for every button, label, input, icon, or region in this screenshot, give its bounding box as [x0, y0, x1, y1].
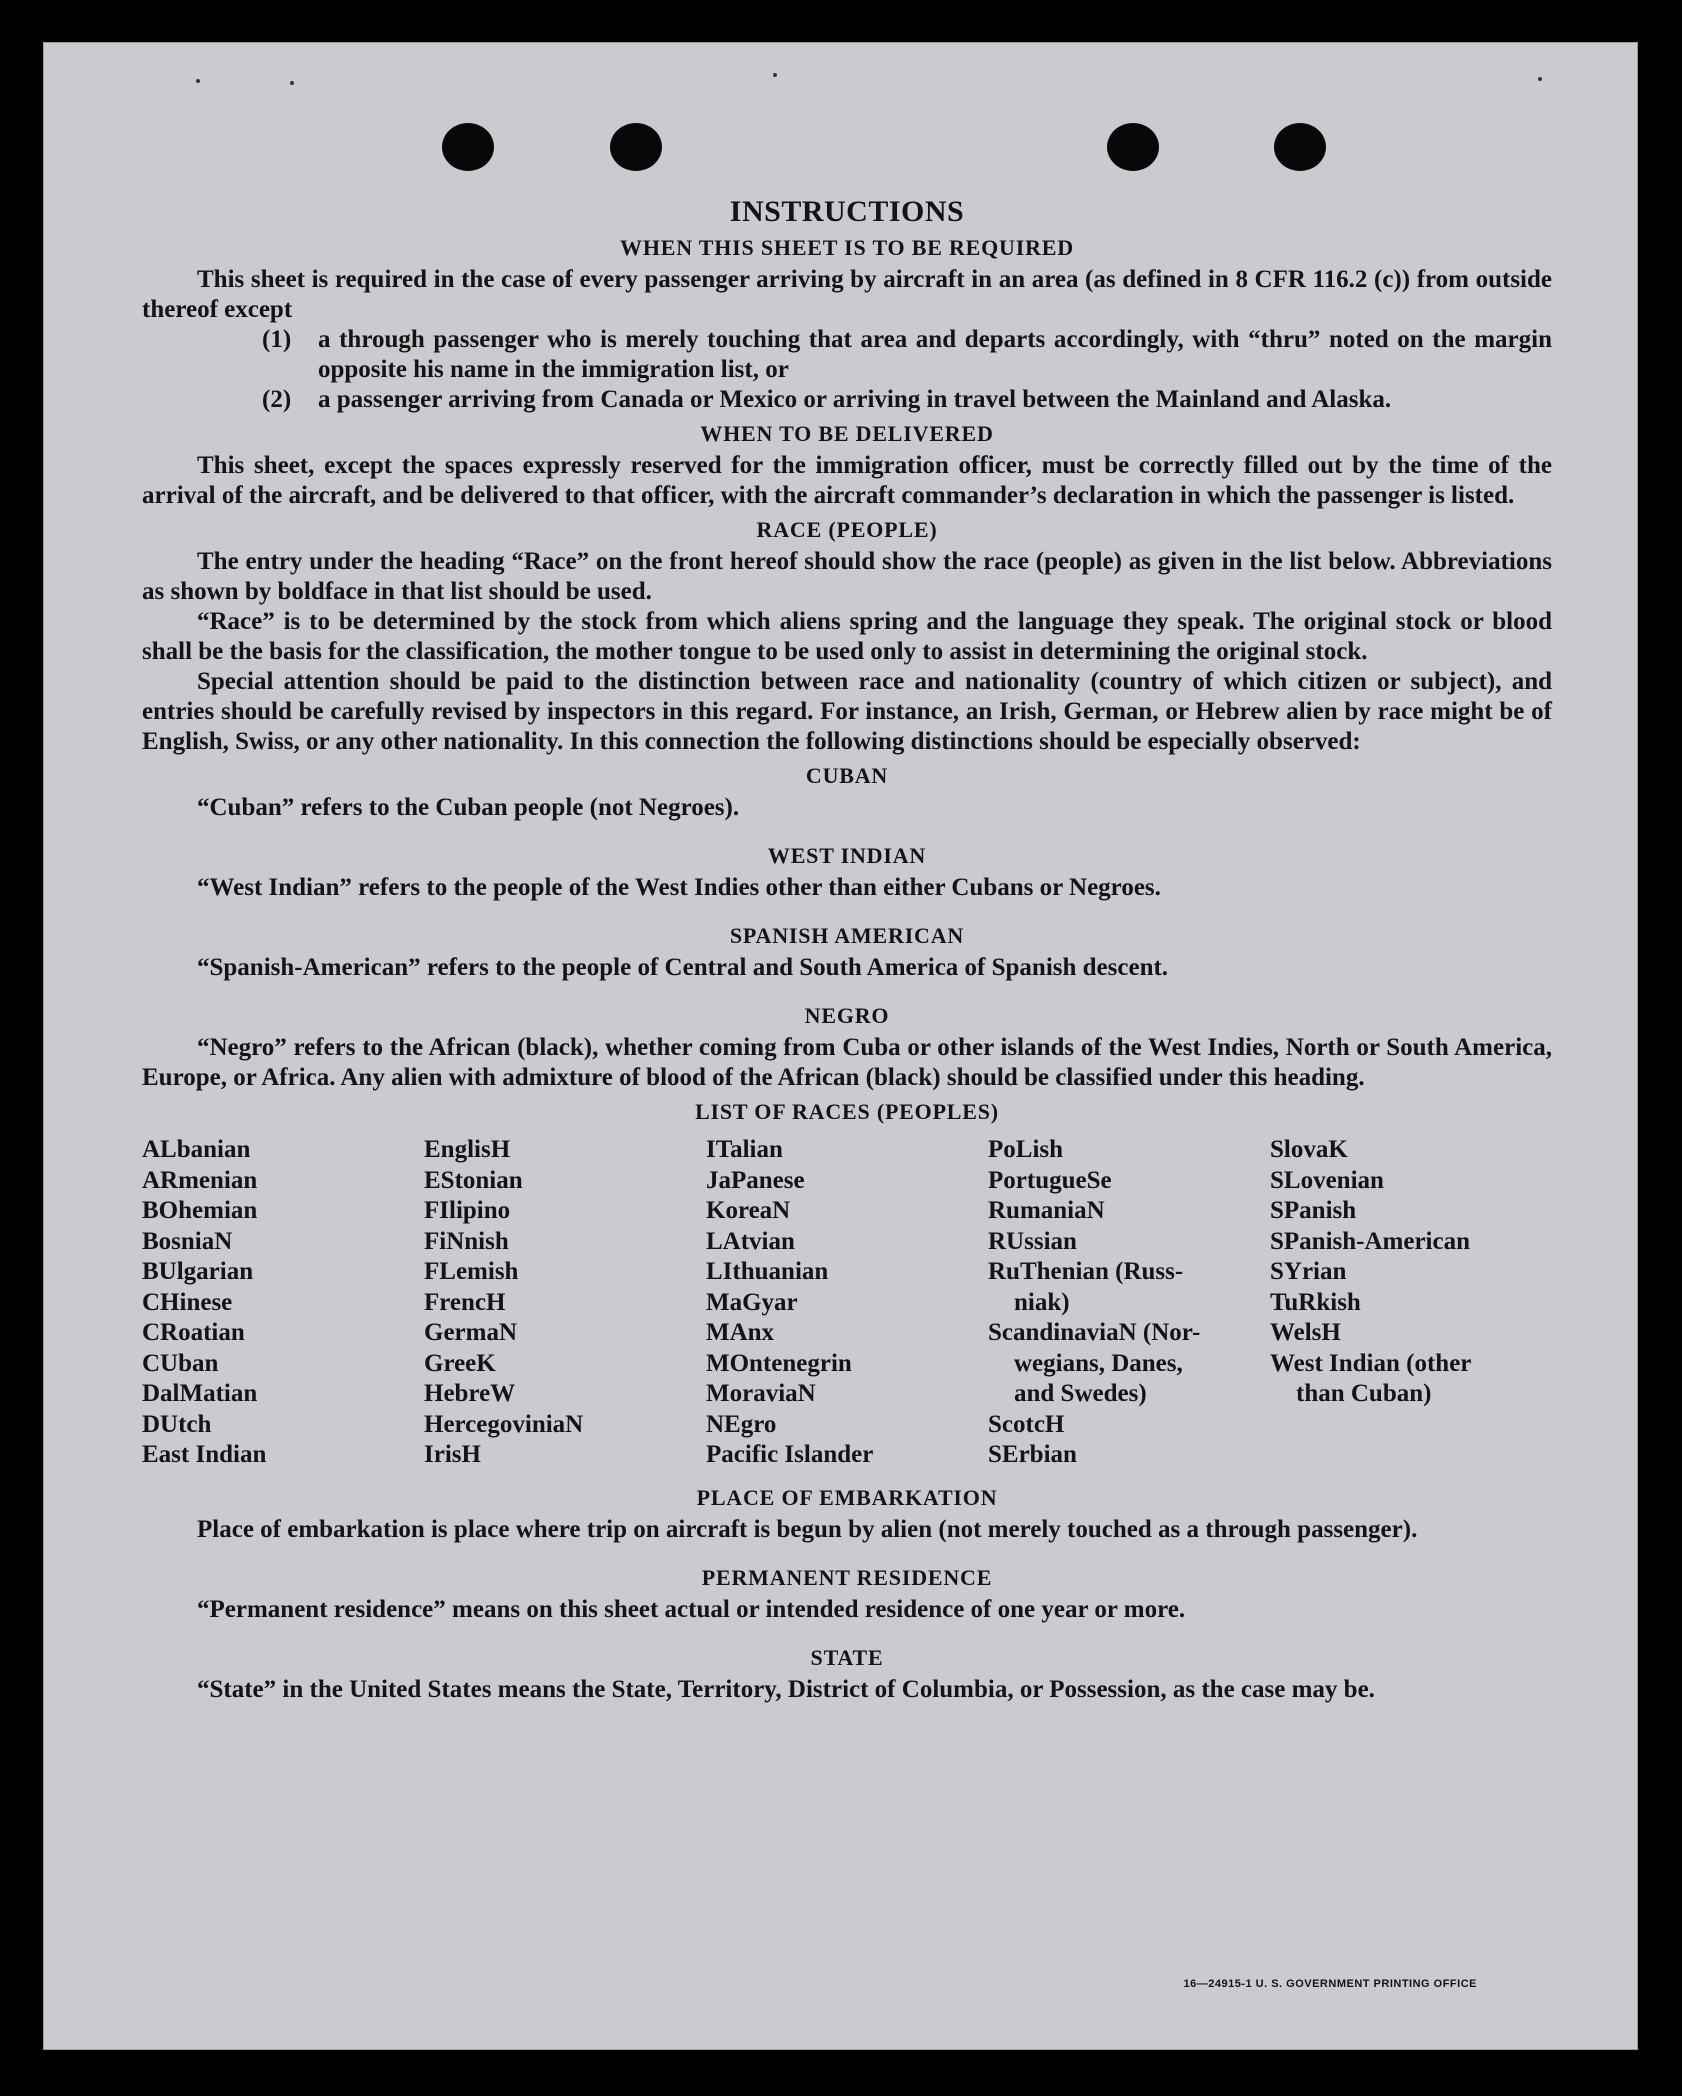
exception-number: (1) [262, 326, 292, 353]
section-heading-negro: NEGRO [804, 1003, 890, 1028]
race-entry: BOhemian [142, 1197, 258, 1224]
speck [773, 73, 777, 77]
negro-text: “Negro” refers to the African (black), whether coming from Cuba or other islands of the West Indies, North or South America, Europe, or Africa. Any alien with admixture of blood of the African (black) should be classified under this heading. [142, 1034, 1552, 1091]
races-column [706, 1135, 988, 1471]
race-paragraph-1: The entry under the heading “Race” on the front hereof should show the race (people) as given in the list below. Abbreviations as shown by boldface in that list should be used. [142, 548, 1552, 605]
exception-number: (2) [262, 386, 292, 413]
race-paragraph-2: “Race” is to be determined by the stock from which aliens spring and the language they speak. The original stock or blood shall be the basis for the classification, the mother tongue to be used only to assist in determining the original stock. [142, 608, 1552, 665]
spanish-american-text: “Spanish-American” refers to the people of Central and South America of Spanish descent. [197, 954, 1169, 981]
race-entry: East Indian [142, 1441, 267, 1468]
race-entry: SYrian [1270, 1258, 1347, 1285]
section-heading-state: STATE [810, 1644, 884, 1670]
punch-hole [610, 123, 662, 171]
section-heading-west-indian: WEST INDIAN [767, 843, 927, 868]
race-entry: RuThenian (Russ- [988, 1258, 1184, 1285]
speck [196, 79, 200, 83]
race-entry: GreeK [424, 1349, 496, 1377]
race-entry: SlovaK [1270, 1136, 1348, 1163]
section-heading-race: RACE (PEOPLE) [756, 517, 938, 542]
section-heading-cuban: CUBAN [805, 763, 889, 788]
race-entry: MoraviaN [706, 1380, 816, 1407]
race-entry: FiNnish [424, 1227, 509, 1255]
races-column [1270, 1135, 1552, 1471]
punch-hole [442, 123, 494, 171]
race-entry: DUtch [142, 1410, 212, 1438]
race-entry: CUban [142, 1349, 219, 1377]
section-heading-embarkation: PLACE OF EMBARKATION [696, 1484, 998, 1510]
residence-text: “Permanent residence” means on this sheet actual or intended residence of one year or more. [197, 1595, 1186, 1623]
west-indian-text: “West Indian” refers to the people of the West Indies other than either Cubans or Negroes. [197, 874, 1161, 901]
race-entry: ITalian [706, 1136, 783, 1163]
race-paragraph-3: Special attention should be paid to the distinction between race and nationality (country of which citizen or subject), and entries should be carefully revised by inspectors in this regard. For instance, an Irish, German, or Hebrew alien by race might be of English, Swiss, or any other nationality. In this connection the following distinctions should be especially observed: [142, 668, 1552, 755]
race-entry: than Cuban) [1296, 1380, 1432, 1407]
section-heading-residence: PERMANENT RESIDENCE [701, 1564, 993, 1590]
race-entry: EnglisH [424, 1136, 511, 1163]
race-entry: IrisH [424, 1441, 481, 1468]
race-entry: HebreW [424, 1380, 516, 1407]
race-entry: ScandinaviaN (Nor- [988, 1319, 1201, 1346]
race-entry: TuRkish [1270, 1288, 1361, 1316]
race-entry: LAtvian [706, 1227, 795, 1255]
race-entry: MaGyar [706, 1288, 798, 1316]
race-entry: FLemish [424, 1258, 519, 1285]
race-entry: SPanish [1270, 1197, 1357, 1224]
state-text: “State” in the United States means the State, Territory, District of Columbia, or Possession, as the case may be. [197, 1675, 1375, 1703]
race-entry: and Swedes) [1014, 1380, 1147, 1407]
printer-imprint: 16—24915-1 U. S. GOVERNMENT PRINTING OFFICE [1183, 1978, 1477, 1990]
races-column [424, 1135, 706, 1471]
races-column [142, 1135, 424, 1471]
race-entry: BUlgarian [142, 1258, 254, 1285]
race-entry: wegians, Danes, [1014, 1349, 1183, 1377]
cuban-text: “Cuban” refers to the Cuban people (not Negroes). [197, 794, 740, 821]
race-entry: BosniaN [142, 1227, 233, 1255]
race-entry: ScotcH [988, 1410, 1065, 1438]
race-entry: RUssian [988, 1227, 1077, 1255]
race-entry: ARmenian [142, 1166, 258, 1194]
race-entry: ALbanian [142, 1136, 251, 1163]
race-entry: MAnx [706, 1319, 775, 1346]
punch-hole [1274, 123, 1326, 171]
race-entry: Pacific Islander [706, 1441, 874, 1468]
section-heading-required: WHEN THIS SHEET IS TO BE REQUIRED [620, 235, 1074, 260]
race-entry: FIlipino [424, 1197, 511, 1224]
instructions-content [142, 195, 1552, 1705]
embarkation-text: Place of embarkation is place where trip on aircraft is begun by alien (not merely touched as a through passenger). [197, 1515, 1418, 1543]
race-entry: MOntenegrin [706, 1349, 852, 1377]
race-entry: CHinese [142, 1288, 233, 1316]
speck [1538, 77, 1542, 81]
race-entry: DalMatian [142, 1380, 258, 1407]
race-entry: NEgro [706, 1410, 777, 1438]
exception-text: a through passenger who is merely touching that area and departs accordingly, with “thru” noted on the margin opposite his name in the immigration list, or [318, 326, 1552, 383]
document-sheet [43, 42, 1638, 2050]
races-list [142, 1135, 1552, 1471]
race-entry: SLovenian [1270, 1166, 1384, 1194]
required-intro: This sheet is required in the case of every passenger arriving by aircraft in an area (as defined in 8 CFR 116.2 (c)) from outside thereof except [142, 266, 1552, 323]
section-heading-races-list: LIST OF RACES (PEOPLES) [695, 1099, 999, 1124]
race-entry: SErbian [988, 1441, 1077, 1468]
race-entry: PoLish [988, 1136, 1064, 1163]
delivered-text: This sheet, except the spaces expressly reserved for the immigration officer, must be correctly filled out by the time of the arrival of the aircraft, and be delivered to that officer, with the aircraft commander’s declaration in which the passenger is listed. [142, 452, 1552, 509]
race-entry: RumaniaN [988, 1197, 1105, 1224]
race-entry: WelsH [1270, 1319, 1341, 1346]
races-column [988, 1135, 1270, 1471]
punch-hole [1107, 123, 1159, 171]
race-entry: EStonian [424, 1166, 523, 1194]
exception-item [142, 385, 1552, 415]
race-entry: JaPanese [706, 1166, 805, 1194]
page-title: INSTRUCTIONS [729, 195, 965, 228]
exception-item [142, 325, 1552, 385]
race-entry: SPanish-American [1270, 1227, 1470, 1255]
race-entry: KoreaN [706, 1197, 791, 1224]
exception-text: a passenger arriving from Canada or Mexico or arriving in travel between the Mainland and Alaska. [318, 386, 1392, 413]
section-heading-delivered: WHEN TO BE DELIVERED [700, 421, 994, 446]
race-entry: HercegoviniaN [424, 1410, 584, 1438]
race-entry: West Indian (other [1270, 1349, 1472, 1377]
race-entry: GermaN [424, 1319, 518, 1346]
race-entry: niak) [1014, 1288, 1070, 1316]
race-entry: FrencH [424, 1288, 506, 1316]
speck [290, 81, 294, 85]
race-entry: LIthuanian [706, 1258, 829, 1285]
race-entry: CRoatian [142, 1319, 245, 1346]
section-heading-spanish-american: SPANISH AMERICAN [729, 923, 965, 948]
race-entry: PortugueSe [988, 1166, 1112, 1194]
